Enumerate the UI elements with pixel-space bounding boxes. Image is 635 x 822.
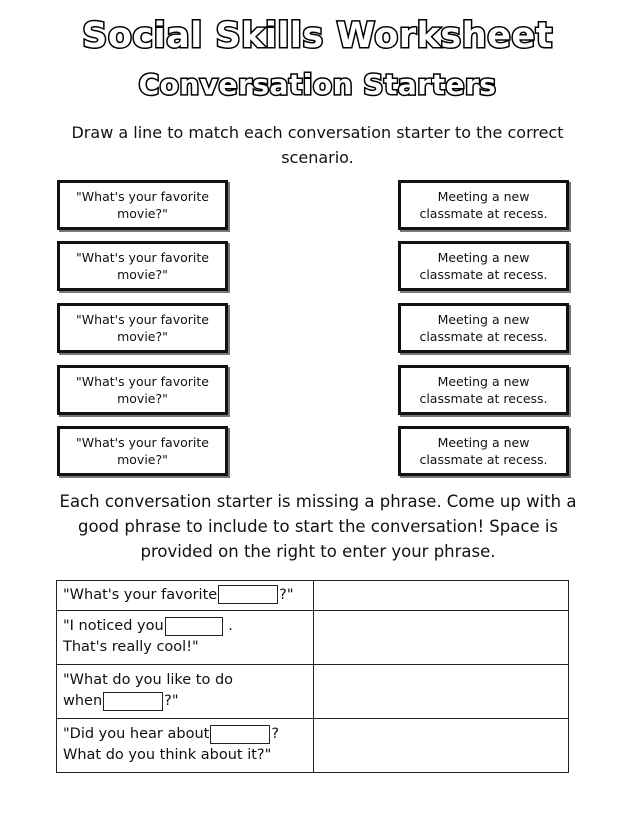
starter-cell: [57, 581, 314, 611]
starter-text: What do you think about it?": [63, 747, 272, 764]
answer-cell[interactable]: [314, 718, 569, 772]
blank-box: [218, 585, 278, 604]
scenario-text: Meeting a new classmate at recess.: [419, 374, 548, 406]
starter-card: [57, 241, 228, 291]
starter-cell: [57, 664, 314, 718]
table-row: [57, 610, 569, 664]
table-row: [57, 581, 569, 611]
fill-in-table: [56, 580, 569, 773]
starter-text: when: [63, 693, 103, 710]
scenario-card: [398, 241, 569, 291]
starter-text: "What do you like to do: [63, 672, 234, 689]
starter-text: "What's your favorite movie?": [76, 374, 209, 406]
scenario-card: [398, 303, 569, 353]
scenario-text: Meeting a new classmate at recess.: [419, 250, 548, 282]
starter-text: "What's your favorite movie?": [76, 435, 209, 467]
scenario-card: [398, 426, 569, 476]
starter-text: That's really cool!": [63, 639, 199, 656]
starter-text: "I noticed you: [63, 618, 164, 635]
worksheet-title: Social Skills Worksheet: [82, 16, 553, 56]
scenario-text: Meeting a new classmate at recess.: [419, 189, 548, 221]
starter-cell: [57, 610, 314, 664]
answer-cell[interactable]: [314, 664, 569, 718]
starter-text: ?: [271, 726, 280, 743]
scenario-text: Meeting a new classmate at recess.: [419, 312, 548, 344]
scenario-card: [398, 180, 569, 230]
scenario-text: Meeting a new classmate at recess.: [419, 435, 548, 467]
starter-text: "What's your favorite movie?": [76, 250, 209, 282]
starter-text: "Did you hear about: [63, 726, 210, 743]
blank-box: [210, 725, 270, 744]
starter-text: "What's your favorite movie?": [76, 312, 209, 344]
answer-cell[interactable]: [314, 581, 569, 611]
starter-text: ?": [279, 586, 294, 603]
worksheet-subtitle: Conversation Starters: [138, 68, 497, 101]
starter-text: "What's your favorite movie?": [76, 189, 209, 221]
starter-cell: [57, 718, 314, 772]
starter-text: "What's your favorite: [63, 586, 218, 603]
fill-in-instruction: Each conversation starter is missing a phrase. Come up with a good phrase to include to start the conversation! Space is provided on the right to enter your phrase.: [59, 492, 577, 561]
starter-text: ?": [164, 693, 179, 710]
table-row: [57, 718, 569, 772]
table-row: [57, 664, 569, 718]
starter-card: [57, 365, 228, 415]
starter-text: .: [228, 618, 233, 635]
starter-card: [57, 180, 228, 230]
blank-box: [103, 692, 163, 711]
starter-card: [57, 303, 228, 353]
starter-card: [57, 426, 228, 476]
matching-instruction: Draw a line to match each conversation starter to the correct scenario.: [71, 123, 564, 167]
scenario-card: [398, 365, 569, 415]
blank-box: [165, 617, 223, 636]
answer-cell[interactable]: [314, 610, 569, 664]
